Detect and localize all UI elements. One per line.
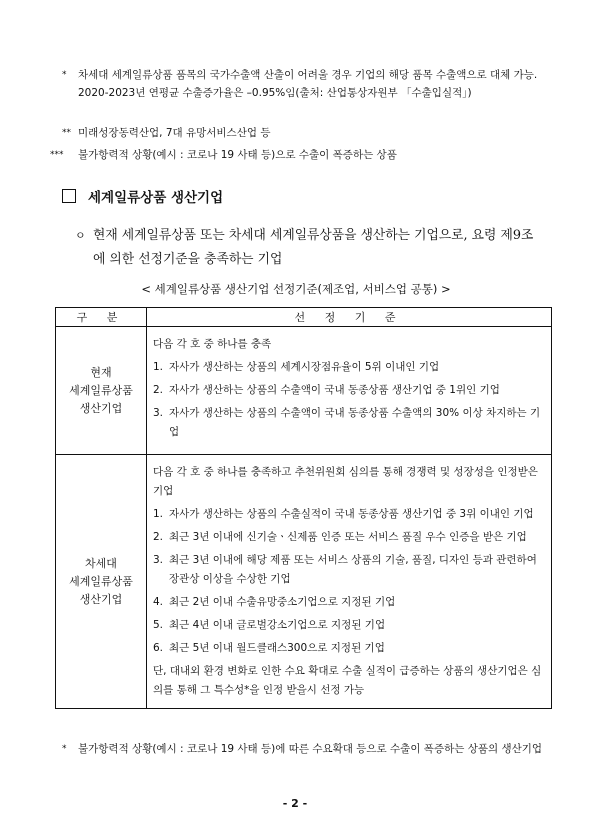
criteria-item — [153, 593, 545, 612]
criteria-item-number: 5. — [153, 619, 164, 631]
criteria-item-number: 6. — [153, 642, 164, 654]
criteria-item-number: 1. — [153, 361, 164, 373]
criteria-intro: 다음 각 호 중 하나를 충족하고 추천위원회 심의를 통해 경쟁력 및 성장성을 인정받은 기업 — [153, 466, 538, 497]
header-criteria: 선 정 기 준 — [147, 308, 552, 327]
criteria-item-text: 최근 5년 이내 월드클래스300으로 지정된 기업 — [169, 642, 385, 654]
page-number: - 2 - — [282, 797, 308, 810]
table-header-row — [56, 308, 552, 327]
body-paragraph — [75, 224, 545, 272]
category-line: 생산기업 — [79, 401, 123, 415]
criteria-item-number: 2. — [153, 384, 164, 396]
row-category — [56, 455, 147, 709]
footnote-text: 미래성장동력산업, 7대 유망서비스산업 등 — [78, 127, 271, 139]
criteria-intro: 다음 각 호 중 하나를 충족 — [153, 338, 272, 350]
paragraph-text: 현재 세계일류상품 또는 차세대 세계일류상품을 생산하는 기업으로, 요령 제9조에 의한 선정기준을 충족하는 기업 — [93, 228, 534, 267]
footnote-marker: * — [62, 70, 67, 80]
criteria-item — [153, 381, 545, 400]
category-line: 생산기업 — [79, 592, 123, 606]
criteria-item-text: 최근 3년 이내에 신기술ㆍ신제품 인증 또는 서비스 품질 우수 인증을 받은 기업 — [169, 531, 527, 543]
criteria-item-number: 1. — [153, 508, 164, 520]
criteria-item — [153, 616, 545, 635]
table-row — [56, 455, 552, 709]
criteria-item — [153, 639, 545, 658]
criteria-item — [153, 551, 545, 589]
footnote-text: 불가항력적 상황(예시 : 코로나 19 사태 등)에 따른 수요확대 등으로 수출이 폭증하는 상품의 생산기업 — [78, 743, 543, 755]
table-footnote — [62, 740, 552, 758]
square-bullet-icon — [62, 189, 76, 203]
header-category: 구 분 — [56, 308, 147, 327]
footnote-3 — [50, 146, 560, 164]
criteria-list — [153, 505, 545, 658]
footnote-text: 불가항력적 상황(예시 : 코로나 19 사태 등)으로 수출이 폭증하는 상품 — [78, 149, 397, 161]
criteria-table — [55, 307, 552, 709]
criteria-item-number: 3. — [153, 407, 164, 419]
criteria-item-text: 자사가 생산하는 상품의 세계시장점유율이 5위 이내인 기업 — [169, 361, 440, 373]
criteria-item — [153, 505, 545, 524]
criteria-item-text: 최근 4년 이내 글로벌강소기업으로 지정된 기업 — [169, 619, 386, 631]
criteria-outro: 단, 대내외 환경 변화로 인한 수요 확대로 수출 실적이 급증하는 상품의 생산기업은 심의를 통해 그 특수성*을 인정 받을시 선정 가능 — [153, 665, 542, 696]
criteria-item — [153, 404, 545, 442]
row-category — [56, 327, 147, 455]
criteria-item-text: 최근 2년 이내 수출유망중소기업으로 지정된 기업 — [169, 596, 396, 608]
footnote-2 — [62, 124, 552, 142]
row-criteria — [147, 455, 552, 709]
criteria-item-number: 3. — [153, 554, 164, 566]
criteria-list — [153, 358, 545, 442]
criteria-item — [153, 358, 545, 377]
criteria-item-number: 2. — [153, 531, 164, 543]
criteria-item-number: 4. — [153, 596, 164, 608]
row-criteria — [147, 327, 552, 455]
category-line: 차세대 — [85, 556, 117, 570]
footnote-marker: *** — [50, 150, 64, 160]
category-line: 현재 — [90, 365, 112, 379]
circle-bullet: ㅇ — [75, 229, 86, 242]
table-caption: < 세계일류상품 생산기업 선정기준(제조업, 서비스업 공통) > — [141, 282, 451, 296]
footnote-1 — [62, 66, 552, 102]
criteria-item-text: 자사가 생산하는 상품의 수출액이 국내 동종상품 수출액의 30% 이상 차지하는 기업 — [169, 407, 541, 438]
category-line: 세계일류상품 — [69, 383, 133, 397]
criteria-item-text: 자사가 생산하는 상품의 수출액이 국내 동종상품 생산기업 중 1위인 기업 — [169, 384, 500, 396]
section-title-text: 세계일류상품 생산기업 — [88, 190, 224, 206]
table-row — [56, 327, 552, 455]
category-line: 세계일류상품 — [69, 574, 133, 588]
criteria-item-text: 최근 3년 이내에 해당 제품 또는 서비스 상품의 기술, 품질, 디자인 등과 관련하여 장관상 이상을 수상한 기업 — [169, 554, 537, 585]
section-title — [62, 188, 223, 208]
criteria-item-text: 자사가 생산하는 상품의 수출실적이 국내 동종상품 생산기업 중 3위 이내인 기업 — [169, 508, 534, 520]
criteria-item — [153, 528, 545, 547]
footnote-marker: ** — [62, 128, 71, 138]
footnote-marker: * — [62, 744, 67, 754]
footnote-text: 차세대 세계일류상품 품목의 국가수출액 산출이 어려울 경우 기업의 해당 품목 수출액으로 대체 가능. 2020-2023년 연평균 수출증가율은 –0.95%임(출처: 산업통상자원부 「수출입실적」) — [78, 69, 538, 99]
